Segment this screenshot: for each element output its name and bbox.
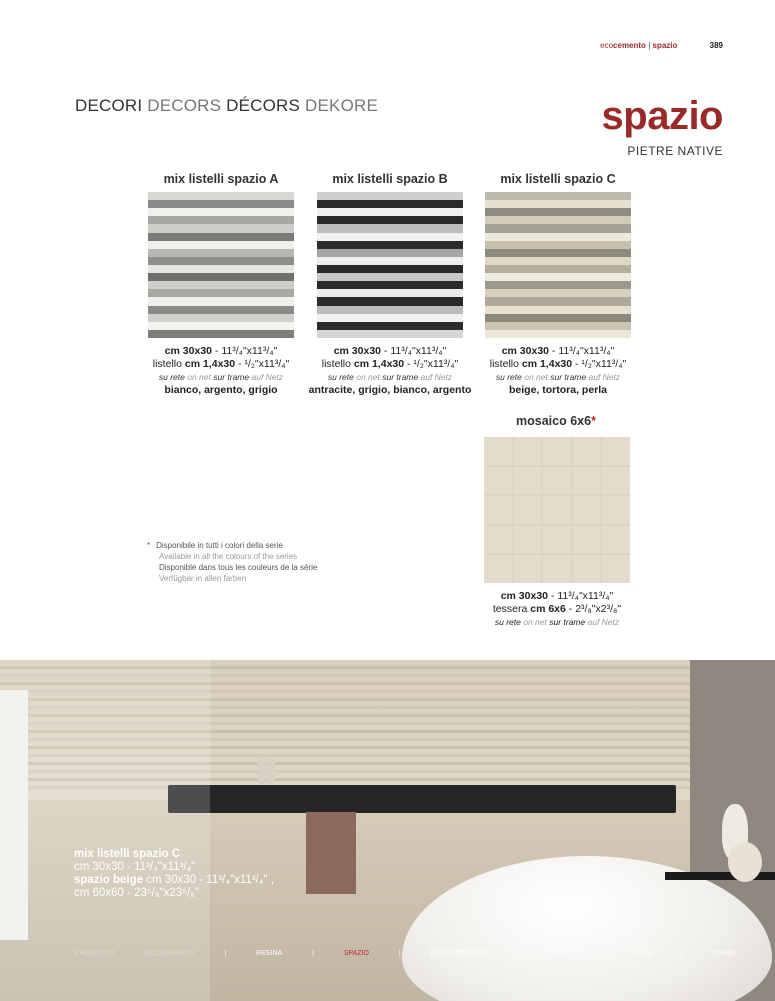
product-title: mix listelli spazio B xyxy=(332,172,448,186)
note-de: Verfügbar in allen farben xyxy=(159,574,247,583)
header-separator: | xyxy=(648,41,651,50)
net-it: su rete xyxy=(158,372,188,382)
tile-swatch-c xyxy=(485,192,631,338)
caption-line-3: cm 30x30 - 11³/₄"x11³/₄" , xyxy=(143,874,274,886)
net-de: auf Netz xyxy=(251,372,284,382)
tile-swatch-a xyxy=(148,192,294,338)
size-inch: - 11³/₄"x11³/₄" xyxy=(381,345,447,357)
product-spec xyxy=(137,345,305,397)
mosaic-asterisk: * xyxy=(591,414,596,428)
size-bold: cm 30x30 xyxy=(333,345,382,357)
listello-bold: cm 1,4x30 xyxy=(353,358,405,370)
listello-bold: cm 1,4x30 xyxy=(184,358,236,370)
photo-caption xyxy=(74,848,274,900)
photo-vase xyxy=(728,842,762,882)
product-colors: beige, tortora, perla xyxy=(508,384,608,396)
footer-item-eco-concrete[interactable]: ECO CONCRETE xyxy=(430,950,488,957)
net-de: auf Netz xyxy=(588,372,621,382)
mosaic-net-it: su rete xyxy=(494,617,524,627)
footer-sep: | xyxy=(312,950,314,957)
product-card-a xyxy=(137,172,305,397)
section-title xyxy=(75,96,378,116)
tile-swatch-b xyxy=(317,192,463,338)
mosaic-title xyxy=(483,414,629,428)
product-spec xyxy=(474,345,642,397)
tile-stripe xyxy=(485,330,631,338)
mosaic-swatch xyxy=(484,437,630,583)
section-title-en: DECORS xyxy=(147,96,222,115)
tile-stripe xyxy=(317,330,463,338)
tessera-inch: - 2³/₈"x2³/₈" xyxy=(565,603,622,615)
footer-faded: PRODOTTO xyxy=(75,950,115,957)
listello-pre: listello xyxy=(489,358,522,370)
size-inch: - 11³/₄"x11³/₄" xyxy=(549,345,615,357)
mosaic-size-bold: cm 30x30 xyxy=(500,590,549,602)
product-colors: antracite, grigio, bianco, argento xyxy=(308,384,472,396)
listello-pre: listello xyxy=(152,358,185,370)
mosaic-spec xyxy=(474,590,640,629)
caption-line-2: cm 30x30 - 11³/₄"x11³/₄" xyxy=(74,861,196,873)
mosaic-title-text: mosaico 6x6 xyxy=(516,414,592,428)
photo-shelf xyxy=(168,785,676,813)
note-asterisk: * xyxy=(147,541,151,550)
product-title: mix listelli spazio C xyxy=(500,172,616,186)
net-fr: sur trame xyxy=(550,372,589,382)
page-number: 389 xyxy=(709,41,723,50)
size-bold: cm 30x30 xyxy=(164,345,213,357)
section-title-it: DECORI xyxy=(75,96,143,115)
net-it: su rete xyxy=(495,372,525,382)
availability-note xyxy=(147,540,317,584)
product-title: mix listelli spazio A xyxy=(163,172,279,186)
footer-item-spazio[interactable]: SPAZIO xyxy=(343,950,369,957)
net-fr: sur trame xyxy=(382,372,421,382)
footer-nav xyxy=(75,950,735,957)
product-colors: bianco, argento, grigio xyxy=(164,384,278,396)
photo-bottle xyxy=(258,756,266,784)
mosaic-size-inch: - 11³/₄"x11³/₄" xyxy=(548,590,614,602)
mosaic-net-en: on net xyxy=(523,617,550,627)
footer-item-citta[interactable]: CITTÀ xyxy=(630,950,651,957)
caption-line-4: cm 60x60 - 23⁵/₈"x23⁵/₈" xyxy=(74,887,200,899)
net-fr: sur trame xyxy=(213,372,252,382)
tessera-pre: tessera xyxy=(492,603,531,615)
size-bold: cm 30x30 xyxy=(501,345,550,357)
footer-sep: | xyxy=(516,950,519,957)
net-de: auf Netz xyxy=(420,372,453,382)
listello-inch: - ¹/₂"x11³/₄" xyxy=(404,358,459,370)
product-spec xyxy=(306,345,474,397)
product-card-c xyxy=(474,172,642,397)
listello-inch: - ¹/₂"x11³/₄" xyxy=(572,358,627,370)
tile-stripe xyxy=(148,330,294,338)
header-series-sub: spazio xyxy=(652,41,678,50)
footer-faded: ECOCEMENTO xyxy=(144,950,195,957)
listello-bold: cm 1,4x30 xyxy=(521,358,573,370)
running-header xyxy=(600,41,723,50)
header-series-pre: eco xyxy=(600,41,614,50)
caption-line-1: mix listelli spazio C xyxy=(74,848,181,860)
tessera-bold: cm 6x6 xyxy=(530,603,566,615)
net-en: on net xyxy=(356,372,383,382)
footer-item-resina[interactable]: RESINA xyxy=(256,950,283,957)
note-it: Disponibile in tutti i colori della serie xyxy=(156,541,283,550)
footer-item-living[interactable]: LIVING xyxy=(712,950,735,957)
listello-inch: - ¹/₂"x11³/₄" xyxy=(235,358,290,370)
footer-sep: | xyxy=(224,950,227,957)
footer-item-opus[interactable]: OPUS xyxy=(548,950,569,957)
mosaic-net-fr: sur trame xyxy=(549,617,588,627)
footer-sep: | xyxy=(598,950,601,957)
brand-name: spazio xyxy=(601,94,723,138)
footer-sep: | xyxy=(398,950,401,957)
photo-towel xyxy=(306,812,356,894)
listello-pre: listello xyxy=(321,358,354,370)
size-inch: - 11³/₄"x11³/₄" xyxy=(212,345,278,357)
note-fr: Disponible dans tous les couleurs de la série xyxy=(159,563,318,572)
photo-bottle xyxy=(267,758,275,784)
section-title-de: DEKORE xyxy=(305,96,379,115)
net-en: on net xyxy=(187,372,214,382)
header-series-bold: cemento xyxy=(613,41,646,50)
net-en: on net xyxy=(524,372,551,382)
caption-line-3-bold: spazio beige xyxy=(74,874,144,886)
net-it: su rete xyxy=(327,372,357,382)
footer-sep: | xyxy=(680,950,683,957)
product-card-b xyxy=(306,172,474,397)
mosaic-net-de: auf Netz xyxy=(587,617,620,627)
brand-subtitle: PIETRE NATIVE xyxy=(627,144,723,158)
section-title-fr: DÉCORS xyxy=(226,96,301,115)
note-en: Available in all the colours of the series xyxy=(159,552,298,561)
